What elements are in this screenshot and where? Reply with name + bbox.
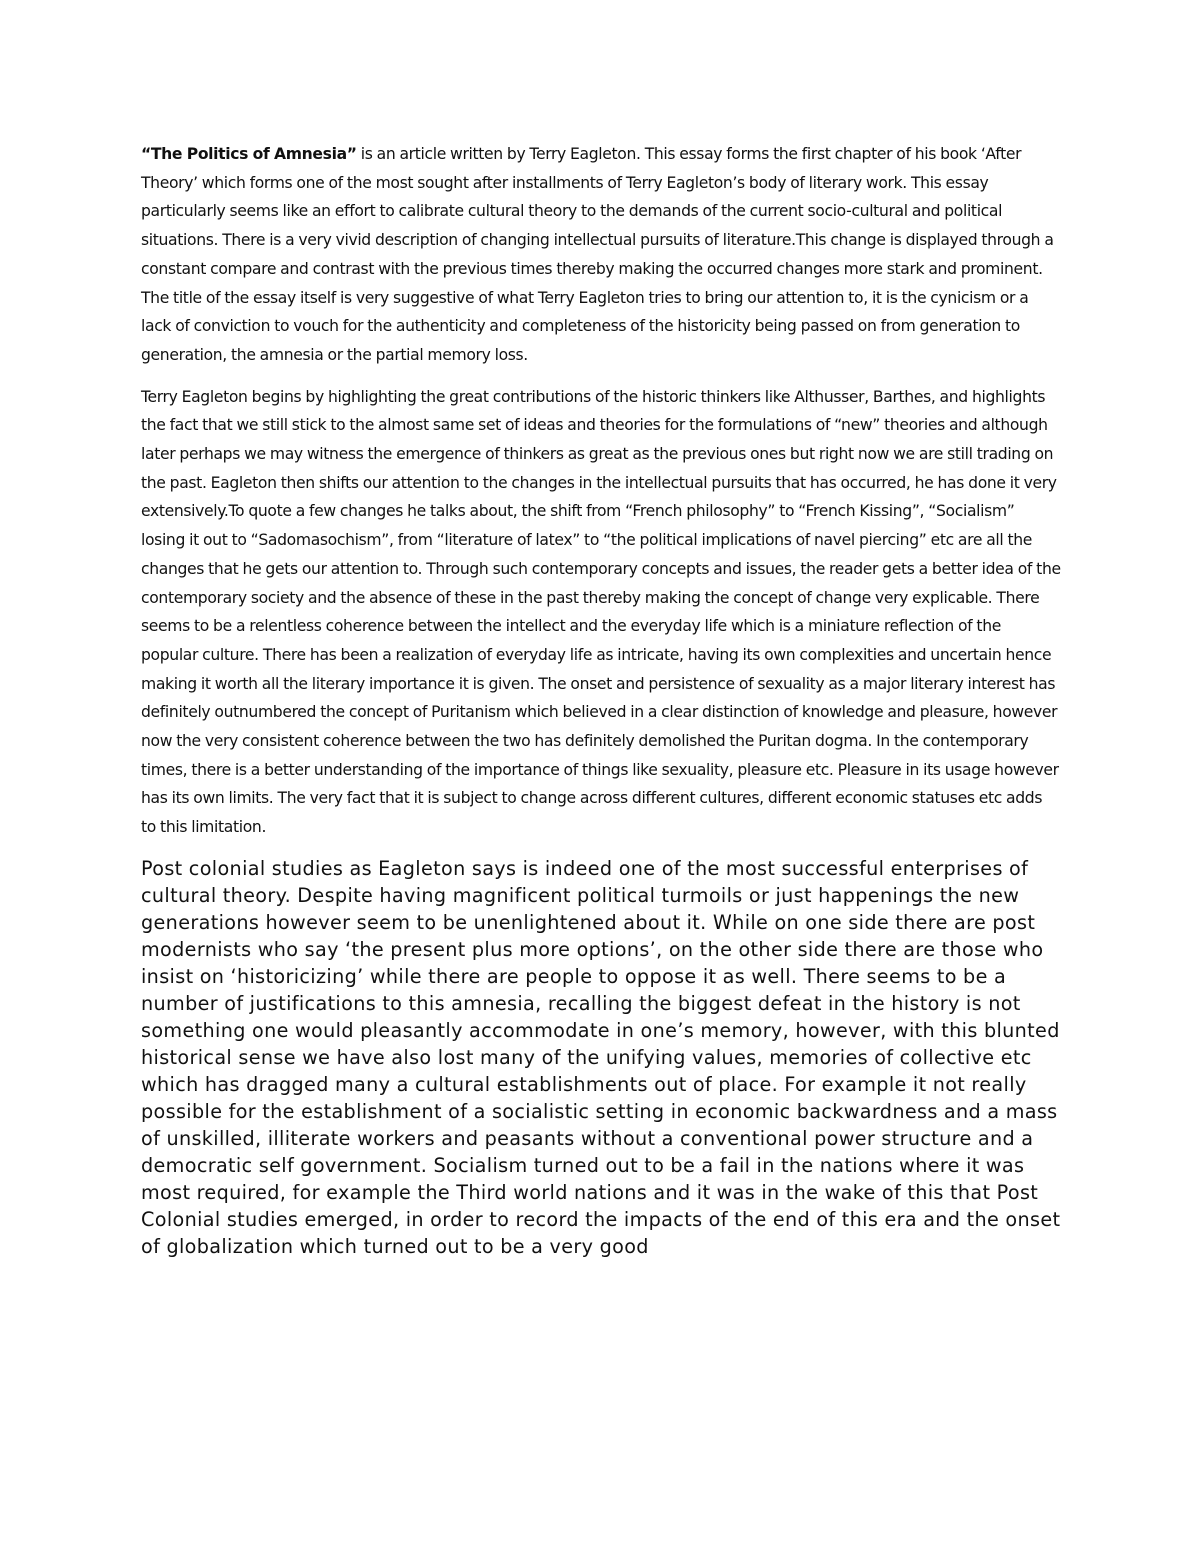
- paragraph-2: Terry Eagleton begins by highlighting the great contributions of the historic thinkers like Althusser, Barthes, and highlights the fact that we still stick to the almost same set of ideas and theories for the formulations of “new” theories and although later perhaps we may witness the emergence of thinkers as great as the previous ones but right now we are still trading on the past. Eagleton then shifts our attention to the changes in the intellectual pursuits that has occurred, he has done it very extensively.To quote a few changes he talks about, the shift from “French philosophy” to “French Kissing”, “Socialism” losing it out to “Sadomasochism”, from “literature of latex” to “the political implications of navel piercing” etc are all the changes that he gets our attention to. Through such contemporary concepts and issues, the reader gets a better idea of the contemporary society and the absence of these in the past thereby making the concept of change very explicable. There seems to be a relentless coherence between the intellect and the everyday life which is a miniature reflection of the popular culture. There has been a realization of everyday life as intricate, having its own complexities and uncertain hence making it worth all the literary importance it is given. The onset and persistence of sexuality as a major literary interest has definitely outnumbered the concept of Puritanism which believed in a clear distinction of knowledge and pleasure, however now the very consistent coherence between the two has definitely demolished the Puritan dogma. In the contemporary times, there is a better understanding of the importance of things like sexuality, pleasure etc. Pleasure in its usage however has its own limits. The very fact that it is subject to change across different cultures, different economic statuses etc adds to this limitation.: [141, 387, 1061, 837]
- paragraph-3: Post colonial studies as Eagleton says is indeed one of the most successful enterprises of cultural theory. Despite having magnificent political turmoils or just happenings the new generations however seem to be unenlightened about it. While on one side there are post modernists who say ‘the present plus more options’, on the other side there are those who insist on ‘historicizing’ while there are people to oppose it as well. There seems to be a number of justifications to this amnesia, recalling the biggest defeat in the history is not something one would pleasantly accommodate in one’s memory, however, with this blunted historical sense we have also lost many of the unifying values, memories of collective etc which has dragged many a cultural establishments out of place. For example it not really possible for the establishment of a socialistic setting in economic backwardness and a mass of unskilled, illiterate workers and peasants without a conventional power structure and a democratic self government. Socialism turned out to be a fail in the nations where it was most required, for example the Third world nations and it was in the wake of this that Post Colonial studies emerged, in order to record the impacts of the end of this era and the onset of globalization which turned out to be a very good: [141, 856, 1061, 1258]
- paragraph-1-text: is an article written by Terry Eagleton. This essay forms the first chapter of his book ‘After Theory’ which forms one of the most sought after installments of Terry Eagleton’s body of literary work. This essay particularly seems like an effort to calibrate cultural theory to the demands of the current socio-cultural and political situations. There is a very vivid description of changing intellectual pursuits of literature.This change is displayed through a constant compare and contrast with the previous times thereby making the occurred changes more stark and prominent. The title of the essay itself is very suggestive of what Terry Eagleton tries to bring our attention to, it is the cynicism or a lack of conviction to vouch for the authenticity and completeness of the historicity being passed on from generation to generation, the amnesia or the partial memory loss.: [141, 145, 1054, 364]
- paragraph-1: [141, 140, 1061, 370]
- article-title: “The Politics of Amnesia”: [141, 145, 357, 163]
- text-column: [141, 140, 1061, 1260]
